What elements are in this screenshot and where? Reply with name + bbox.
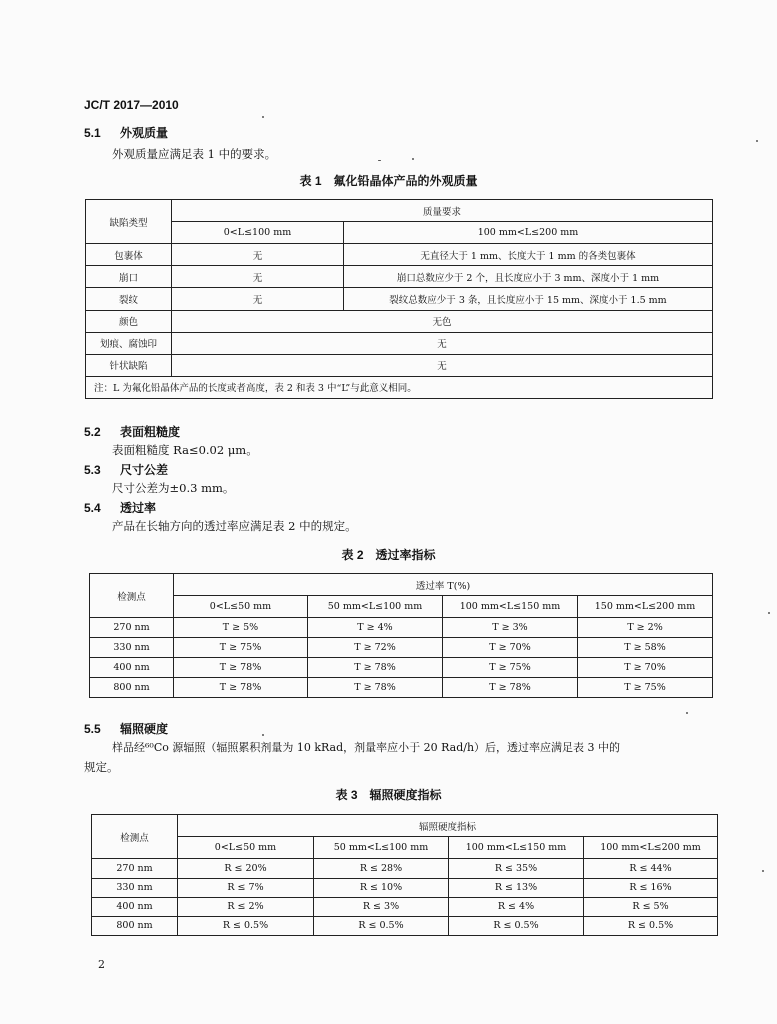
table-1 bbox=[85, 199, 713, 399]
table-cell: R ≤ 10% bbox=[314, 878, 449, 897]
section-number: 5.2 bbox=[84, 425, 101, 439]
table-row bbox=[86, 354, 713, 376]
section-5-3-text: 尺寸公差为±0.3 mm。 bbox=[112, 481, 235, 495]
table-row bbox=[92, 916, 718, 935]
section-5-5-text-cont: 规定。 bbox=[84, 760, 119, 774]
table-cell: T ≥ 78% bbox=[308, 678, 443, 698]
table-1-caption: 表 1 氟化铅晶体产品的外观质量 bbox=[299, 174, 478, 188]
table-cell: T ≥ 78% bbox=[174, 658, 308, 678]
table-cell: 无 bbox=[172, 288, 344, 310]
section-title: 尺寸公差 bbox=[120, 463, 169, 477]
table-cell: 划痕、腐蚀印 bbox=[86, 332, 172, 354]
section-5-3-heading bbox=[84, 461, 168, 478]
table-cell: T ≥ 3% bbox=[443, 618, 578, 638]
table-cell: R ≤ 2% bbox=[178, 897, 314, 916]
table-cell: R ≤ 28% bbox=[314, 859, 449, 878]
table-cell: R ≤ 3% bbox=[314, 897, 449, 916]
section-5-4-heading bbox=[84, 499, 156, 516]
table-cell: 330 nm bbox=[92, 878, 178, 897]
section-5-2-heading bbox=[84, 423, 180, 440]
table-header-col: 50 mm<L≤100 mm bbox=[314, 837, 449, 859]
table-cell: R ≤ 0.5% bbox=[178, 916, 314, 935]
scan-speck bbox=[378, 160, 381, 161]
table-cell: T ≥ 58% bbox=[578, 638, 713, 658]
table-cell: T ≥ 2% bbox=[578, 618, 713, 638]
table-cell: T ≥ 75% bbox=[443, 658, 578, 678]
table-cell: 针状缺陷 bbox=[86, 354, 172, 376]
table-cell: R ≤ 13% bbox=[449, 878, 584, 897]
table-cell: 800 nm bbox=[92, 916, 178, 935]
table-row bbox=[86, 288, 713, 310]
table-cell: R ≤ 4% bbox=[449, 897, 584, 916]
table-row bbox=[86, 310, 713, 332]
section-number: 5.1 bbox=[84, 126, 101, 140]
table-row bbox=[90, 658, 713, 678]
table-cell: 400 nm bbox=[92, 897, 178, 916]
table-cell: 无直径大于 1 mm、长度大于 1 mm 的各类包裹体 bbox=[344, 244, 713, 266]
table-cell: T ≥ 70% bbox=[443, 638, 578, 658]
scan-speck bbox=[262, 116, 264, 118]
table-header-col: 0<L≤50 mm bbox=[174, 596, 308, 618]
table-cell: 330 nm bbox=[90, 638, 174, 658]
table-cell: R ≤ 5% bbox=[584, 897, 718, 916]
table-cell: 包裹体 bbox=[86, 244, 172, 266]
table-1-note: 注：L 为氟化铅晶体产品的长度或者高度，表 2 和表 3 中“L”与此意义相同。 bbox=[86, 376, 713, 398]
table-cell: 无 bbox=[172, 332, 713, 354]
table-2 bbox=[89, 573, 713, 698]
table-header-point: 检测点 bbox=[90, 574, 174, 618]
table-cell: 270 nm bbox=[92, 859, 178, 878]
table-2-caption: 表 2 透过率指标 bbox=[341, 548, 436, 562]
table-cell: 无 bbox=[172, 354, 713, 376]
table-row bbox=[90, 638, 713, 658]
table-cell: 400 nm bbox=[90, 658, 174, 678]
table-cell: 270 nm bbox=[90, 618, 174, 638]
table-cell: R ≤ 35% bbox=[449, 859, 584, 878]
table-row bbox=[86, 332, 713, 354]
table-cell: T ≥ 78% bbox=[308, 658, 443, 678]
table-cell: T ≥ 4% bbox=[308, 618, 443, 638]
page-number: 2 bbox=[98, 958, 105, 971]
section-title: 外观质量 bbox=[120, 126, 169, 140]
scan-speck bbox=[262, 734, 264, 736]
table-cell: 颜色 bbox=[86, 310, 172, 332]
table-row bbox=[92, 859, 718, 878]
table-header-group: 辐照硬度指标 bbox=[178, 815, 718, 837]
table-header-col: 100 mm<L≤150 mm bbox=[449, 837, 584, 859]
scan-speck bbox=[756, 140, 758, 142]
section-title: 辐照硬度 bbox=[120, 722, 169, 736]
scan-speck bbox=[686, 712, 688, 714]
table-cell: 800 nm bbox=[90, 678, 174, 698]
table-cell: 无色 bbox=[172, 310, 713, 332]
table-row bbox=[86, 244, 713, 266]
table-header-point: 检测点 bbox=[92, 815, 178, 859]
table-row bbox=[90, 618, 713, 638]
section-title: 表面粗糙度 bbox=[120, 425, 181, 439]
section-5-1-text: 外观质量应满足表 1 中的要求。 bbox=[112, 147, 277, 161]
table-header-col1: 0<L≤100 mm bbox=[172, 222, 344, 244]
table-cell: 裂纹 bbox=[86, 288, 172, 310]
table-cell: T ≥ 75% bbox=[174, 638, 308, 658]
table-header-defect: 缺陷类型 bbox=[86, 200, 172, 244]
table-cell: 无 bbox=[172, 266, 344, 288]
table-cell: 无 bbox=[172, 244, 344, 266]
section-5-4-text: 产品在长轴方向的透过率应满足表 2 中的规定。 bbox=[112, 519, 357, 533]
section-5-1-heading bbox=[84, 124, 168, 141]
table-cell: R ≤ 44% bbox=[584, 859, 718, 878]
table-header-group: 透过率 T(%) bbox=[174, 574, 713, 596]
scan-speck bbox=[762, 870, 764, 872]
table-cell: T ≥ 72% bbox=[308, 638, 443, 658]
section-title: 透过率 bbox=[120, 501, 157, 515]
table-cell: 崩口 bbox=[86, 266, 172, 288]
table-row bbox=[86, 266, 713, 288]
table-row bbox=[92, 897, 718, 916]
section-number: 5.3 bbox=[84, 463, 101, 477]
table-cell: T ≥ 5% bbox=[174, 618, 308, 638]
table-cell: R ≤ 0.5% bbox=[314, 916, 449, 935]
table-row bbox=[92, 878, 718, 897]
table-header-col: 100 mm<L≤200 mm bbox=[584, 837, 718, 859]
section-5-2-text: 表面粗糙度 Ra≤0.02 μm。 bbox=[112, 443, 258, 457]
table-row bbox=[90, 678, 713, 698]
scan-speck bbox=[412, 158, 414, 160]
table-cell: 裂纹总数应少于 3 条，且长度应小于 15 mm、深度小于 1.5 mm bbox=[344, 288, 713, 310]
scan-speck bbox=[768, 612, 770, 614]
table-header-col: 0<L≤50 mm bbox=[178, 837, 314, 859]
table-header-col: 150 mm<L≤200 mm bbox=[578, 596, 713, 618]
table-cell: T ≥ 75% bbox=[578, 678, 713, 698]
table-cell: T ≥ 78% bbox=[174, 678, 308, 698]
table-header-col: 50 mm<L≤100 mm bbox=[308, 596, 443, 618]
table-cell: T ≥ 70% bbox=[578, 658, 713, 678]
table-header-quality: 质量要求 bbox=[172, 200, 713, 222]
table-cell: 崩口总数应少于 2 个，且长度应小于 3 mm、深度小于 1 mm bbox=[344, 266, 713, 288]
table-3 bbox=[91, 814, 718, 936]
table-cell: T ≥ 78% bbox=[443, 678, 578, 698]
table-cell: R ≤ 0.5% bbox=[584, 916, 718, 935]
table-3-caption: 表 3 辐照硬度指标 bbox=[335, 788, 442, 802]
section-number: 5.4 bbox=[84, 501, 101, 515]
table-cell: R ≤ 7% bbox=[178, 878, 314, 897]
table-header-col: 100 mm<L≤150 mm bbox=[443, 596, 578, 618]
section-5-5-text: 样品经⁶⁰Co 源辐照（辐照累积剂量为 10 kRad，剂量率应小于 20 Rad/h）后，透过率应满足表 3 中的 bbox=[112, 741, 621, 754]
table-header-col2: 100 mm<L≤200 mm bbox=[344, 222, 713, 244]
table-cell: R ≤ 0.5% bbox=[449, 916, 584, 935]
table-cell: R ≤ 16% bbox=[584, 878, 718, 897]
standard-number: JC/T 2017—2010 bbox=[84, 98, 179, 112]
section-number: 5.5 bbox=[84, 722, 101, 736]
section-5-5-heading bbox=[84, 720, 168, 737]
table-cell: R ≤ 20% bbox=[178, 859, 314, 878]
